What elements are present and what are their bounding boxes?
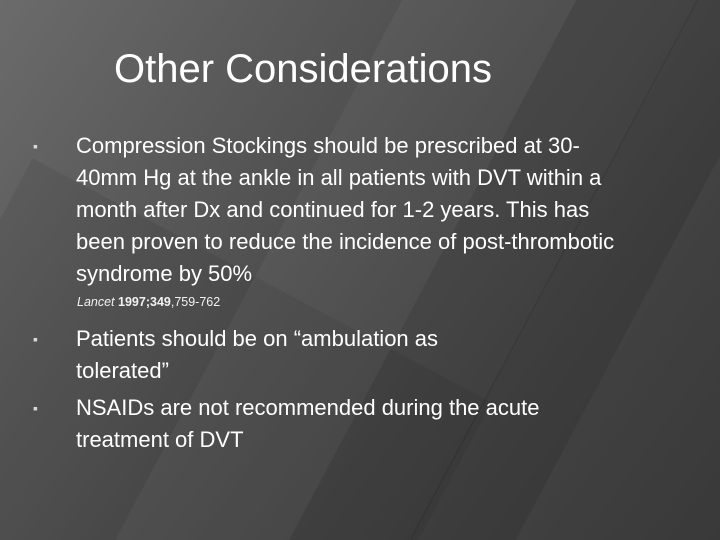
bullet-text: Patients should be on “ambulation as tolerated” <box>76 326 439 383</box>
citation-volume: 1997;349 <box>118 295 171 309</box>
bullet-icon: ▪ <box>33 400 38 416</box>
citation-journal: Lancet <box>77 295 115 309</box>
bullet-icon: ▪ <box>33 331 38 347</box>
citation-pages: ,759-762 <box>170 295 221 309</box>
bullet-icon: ▪ <box>33 138 38 154</box>
slide-title: Other Considerations <box>114 47 492 91</box>
bullet-text: NSAIDs are not recommended during the acute treatment of DVT <box>76 395 540 452</box>
bullet-text: Compression Stockings should be prescribed at 30-40mm Hg at the ankle in all patients with DVT within a month after Dx and continued for 1-2 years. This has been proven to reduce the incidence of post-thrombotic syndrome by 50% <box>76 133 615 286</box>
citation <box>77 294 220 310</box>
